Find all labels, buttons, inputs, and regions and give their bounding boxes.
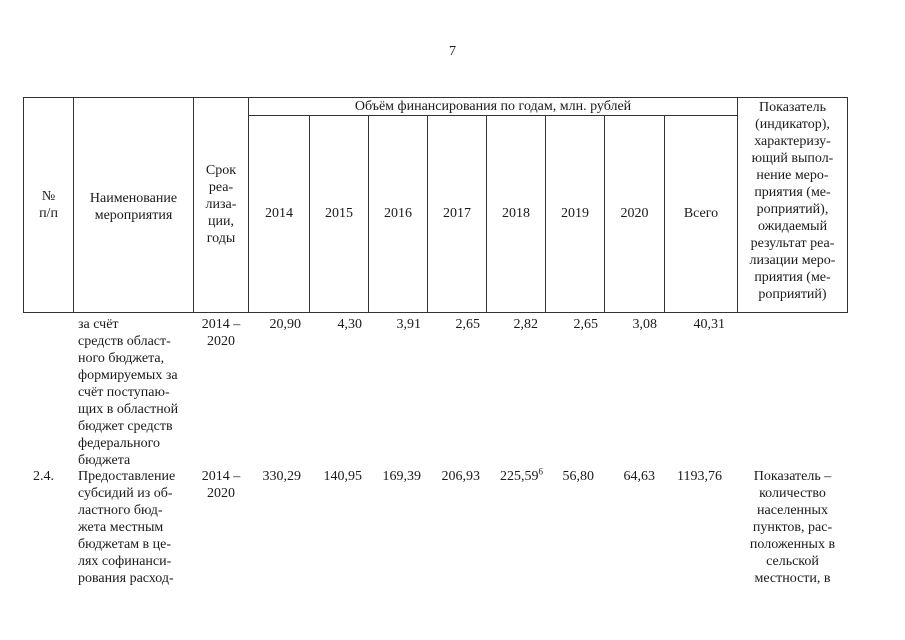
header-term: Срок реа- лиза- ции, годы bbox=[205, 163, 237, 246]
row-value-2016: 169,39 bbox=[382, 469, 421, 484]
header-year-2020: 2020 bbox=[620, 206, 649, 221]
row-value-2015: 140,95 bbox=[323, 469, 362, 484]
row-value-2017: 2,65 bbox=[455, 317, 480, 332]
row-term: 2014 – 2020 bbox=[201, 317, 241, 349]
header-year-2018: 2018 bbox=[502, 206, 530, 221]
row-total: 40,31 bbox=[693, 317, 725, 332]
header-year-2014: 2014 bbox=[265, 206, 293, 221]
row-total: 1193,76 bbox=[677, 469, 722, 484]
col-border-12 bbox=[847, 97, 848, 313]
header-total: Всего bbox=[683, 206, 719, 221]
footnote-marker: 6 bbox=[538, 466, 543, 477]
row-value-2019: 56,80 bbox=[562, 469, 594, 484]
row-name: за счёт средств област- ного бюджета, формируемых за счёт поступаю- щих в областной бюджет средств федерального бюджета bbox=[78, 317, 179, 468]
header-num: № п/п bbox=[39, 189, 58, 221]
header-year-2015: 2015 bbox=[325, 206, 353, 221]
row-value-2020: 3,08 bbox=[632, 317, 657, 332]
row-name: Предоставление субсидий из об- ластного бюд- жета местным бюджетам в це- лях софинанси- рования расход- bbox=[78, 469, 176, 586]
row-indicator: Показатель – количество населенных пунктов, рас- положенных в сельской местности, в bbox=[749, 469, 836, 586]
header-year-2019: 2019 bbox=[561, 206, 589, 221]
row-value-2014: 330,29 bbox=[262, 469, 301, 484]
row-value-2019: 2,65 bbox=[573, 317, 598, 332]
header-bottom-border bbox=[23, 312, 847, 313]
row-value-2018: 225,59$^6$ bbox=[500, 466, 543, 484]
row-number: 2.4. bbox=[33, 469, 54, 484]
header-funding-group: Объём финансирования по годам, млн. рублей bbox=[354, 99, 632, 114]
row-value-2015: 4,30 bbox=[337, 317, 362, 332]
header-year-2017: 2017 bbox=[443, 206, 471, 221]
header-year-2016: 2016 bbox=[384, 206, 412, 221]
row-value-2017: 206,93 bbox=[441, 469, 480, 484]
row-value-2020: 64,63 bbox=[623, 469, 655, 484]
row-value-2018: 2,82 bbox=[513, 317, 538, 332]
header-indicator: Показатель (индикатор), характеризу- ющий выпол- нение меро- приятия (ме- роприятий), ожидаемый результат реа- лизации меро- приятия (ме- роприятий) bbox=[749, 100, 836, 302]
row-value-2014: 20,90 bbox=[269, 317, 301, 332]
page-number: 7 bbox=[449, 44, 456, 59]
row-value-2016: 3,91 bbox=[396, 317, 421, 332]
row-term: 2014 – 2020 bbox=[201, 469, 241, 501]
header-name: Наименование мероприятия bbox=[89, 191, 178, 223]
